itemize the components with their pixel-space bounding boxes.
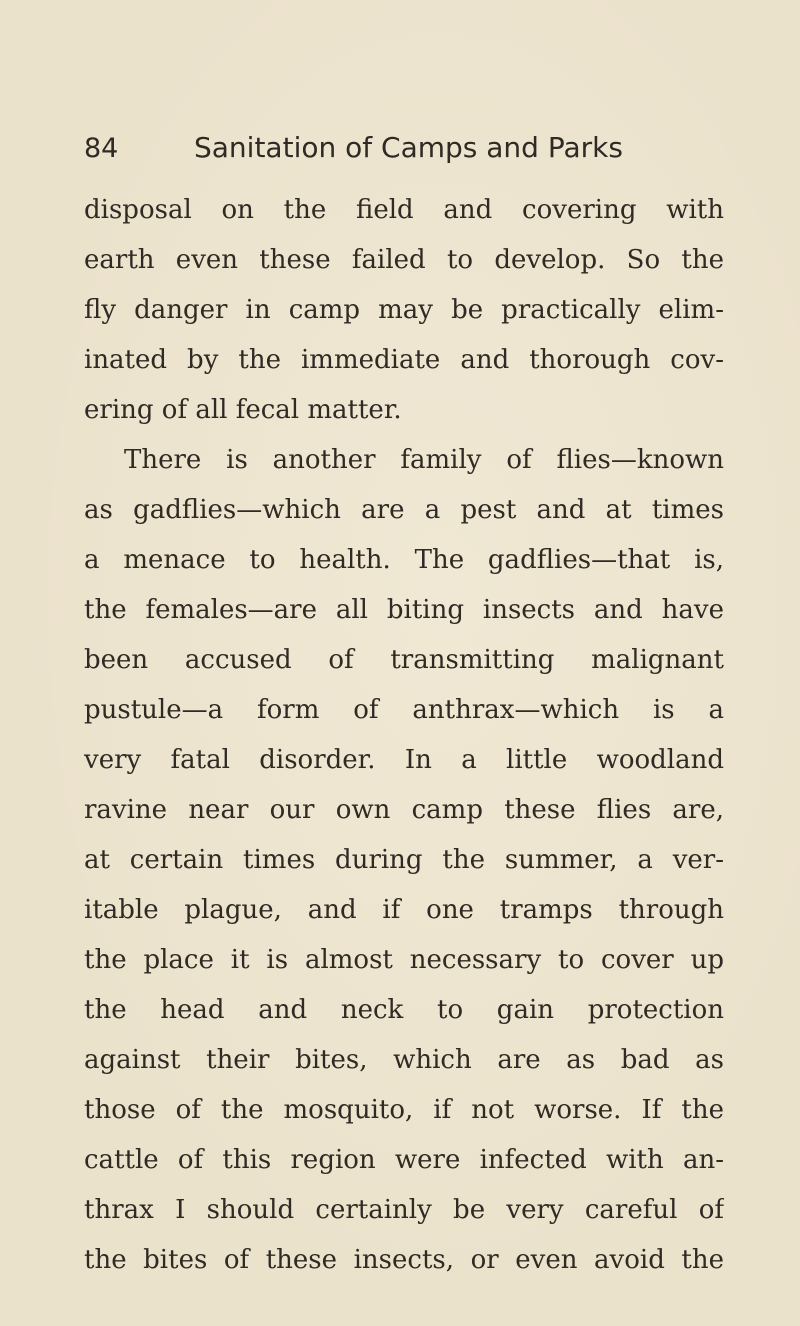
page-number: 84	[84, 133, 119, 164]
text-line: ravine near our own camp these flies are,	[84, 795, 724, 825]
text-line: very fatal disorder. In a little woodland	[84, 745, 724, 775]
text-line: the place it is almost necessary to cover up	[84, 945, 724, 975]
text-line: fly danger in camp may be practically elim-	[84, 295, 724, 325]
text-line: earth even these failed to develop. So the	[84, 245, 724, 275]
text-line: itable plague, and if one tramps through	[84, 895, 724, 925]
text-line: at certain times during the summer, a ver-	[84, 845, 724, 875]
body-text	[84, 185, 724, 1285]
running-title: Sanitation of Camps and Parks	[194, 131, 623, 164]
text-line: the females—are all biting insects and have	[84, 595, 724, 625]
paragraph-start-line: There is another family of flies—known	[124, 445, 724, 475]
text-line: inated by the immediate and thorough cov-	[84, 345, 724, 375]
text-line: pustule—a form of anthrax—which is a	[84, 695, 724, 725]
text-line: been accused of transmitting malignant	[84, 645, 724, 675]
text-line: against their bites, which are as bad as	[84, 1045, 724, 1075]
text-line: those of the mosquito, if not worse. If the	[84, 1095, 724, 1125]
text-line: the head and neck to gain protection	[84, 995, 724, 1025]
text-line: as gadflies—which are a pest and at times	[84, 495, 724, 525]
text-line: disposal on the field and covering with	[84, 195, 724, 225]
text-line: cattle of this region were infected with an-	[84, 1145, 724, 1175]
text-line: a menace to health. The gadflies—that is,	[84, 545, 724, 575]
text-line: the bites of these insects, or even avoid the	[84, 1245, 724, 1275]
running-head	[84, 124, 724, 172]
text-line: thrax I should certainly be very careful of	[84, 1195, 724, 1225]
paragraph-end-line: ering of all fecal matter.	[84, 395, 402, 425]
